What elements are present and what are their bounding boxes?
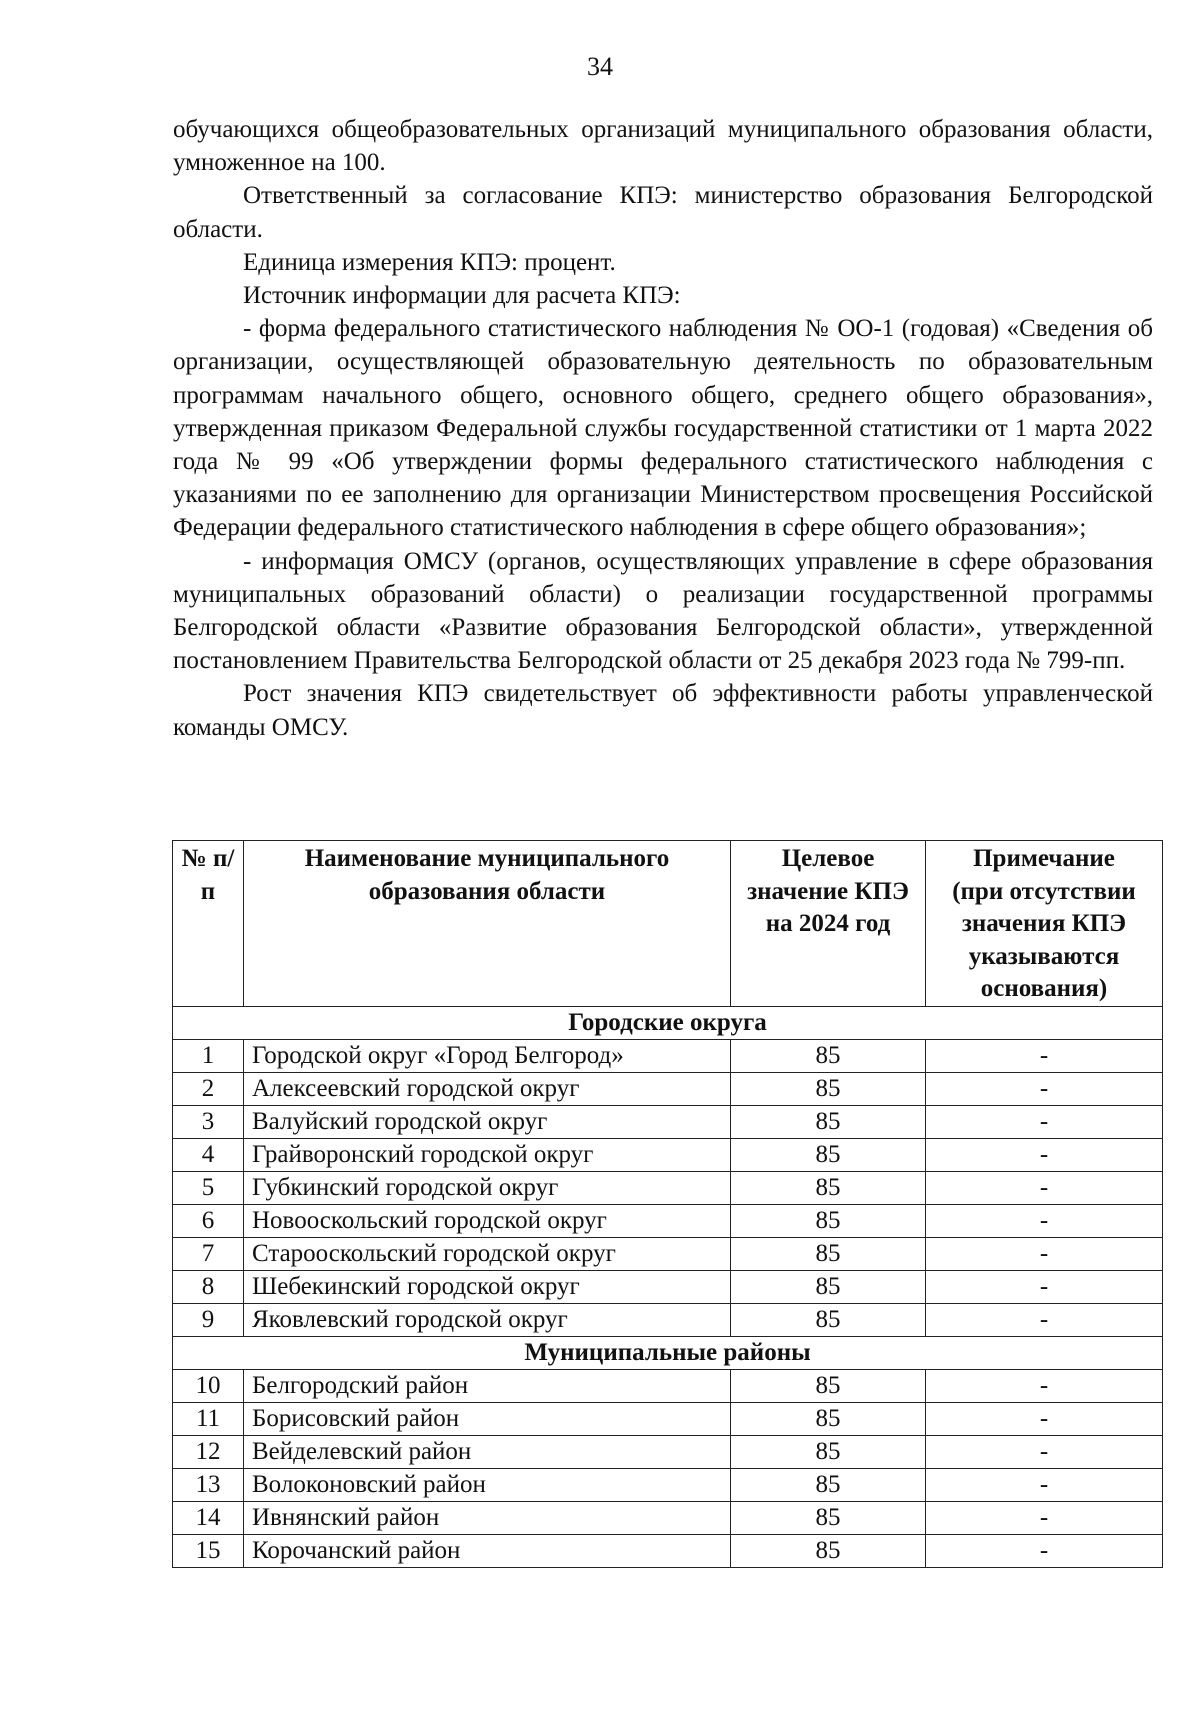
row-note: - xyxy=(926,1501,1163,1534)
table-row xyxy=(173,1270,1163,1303)
row-num: 3 xyxy=(173,1105,244,1138)
row-name: Алексеевский городской округ xyxy=(244,1072,731,1105)
row-name: Валуйский городской округ xyxy=(244,1105,731,1138)
row-name: Городской округ «Город Белгород» xyxy=(244,1039,731,1072)
row-name: Вейделевский район xyxy=(244,1435,731,1468)
section-row xyxy=(173,1336,1163,1369)
section-title: Городские округа xyxy=(173,1006,1163,1039)
row-name: Новооскольский городской округ xyxy=(244,1204,731,1237)
table-row xyxy=(173,1303,1163,1336)
row-note: - xyxy=(926,1402,1163,1435)
row-name: Белгородский район xyxy=(244,1369,731,1402)
row-target: 85 xyxy=(731,1138,926,1171)
paragraph: - форма федерального статистического наблюдения № ОО-1 (годовая) «Сведения об организации, осуществляющей образовательную деятельность по образовательным программам начального общего, основного общего, среднего общего образования», утвержденная приказом Федеральной службы государственной статистики от 1 марта 2022 года № 99 «Об утверждении формы федерального статистического наблюдения с указаниями по ее заполнению для организации Министерством просвещения Российской Федерации федерального статистического наблюдения в сфере общего образования»; xyxy=(173,315,1153,542)
row-name: Корочанский район xyxy=(244,1534,731,1567)
row-num: 1 xyxy=(173,1039,244,1072)
table-row xyxy=(173,1468,1163,1501)
table-row xyxy=(173,1204,1163,1237)
row-target: 85 xyxy=(731,1237,926,1270)
section-title: Муниципальные районы xyxy=(173,1336,1163,1369)
paragraph: Единица измерения КПЭ: процент. xyxy=(243,248,616,276)
row-note: - xyxy=(926,1204,1163,1237)
table-row xyxy=(173,1501,1163,1534)
row-num: 7 xyxy=(173,1237,244,1270)
row-note: - xyxy=(926,1369,1163,1402)
table-header-row xyxy=(173,841,1163,1007)
row-name: Губкинский городской округ xyxy=(244,1171,731,1204)
row-note: - xyxy=(926,1039,1163,1072)
table-row xyxy=(173,1534,1163,1567)
paragraph: Рост значения КПЭ свидетельствует об эффективности работы управленческой команды ОМСУ. xyxy=(173,680,1153,741)
paragraph: обучающихся общеобразовательных организаций муниципального образования области, умноженное на 100. xyxy=(173,116,1153,177)
body-text xyxy=(173,113,1153,744)
row-note: - xyxy=(926,1072,1163,1105)
row-name: Волоконовский район xyxy=(244,1468,731,1501)
table-row xyxy=(173,1435,1163,1468)
table-row xyxy=(173,1138,1163,1171)
section-row xyxy=(173,1006,1163,1039)
row-num: 2 xyxy=(173,1072,244,1105)
row-target: 85 xyxy=(731,1303,926,1336)
row-name: Ивнянский район xyxy=(244,1501,731,1534)
row-note: - xyxy=(926,1534,1163,1567)
row-target: 85 xyxy=(731,1369,926,1402)
row-target: 85 xyxy=(731,1171,926,1204)
page-number: 34 xyxy=(587,52,613,81)
row-name: Яковлевский городской округ xyxy=(244,1303,731,1336)
paragraph: Источник информации для расчета КПЭ: xyxy=(243,282,681,310)
table-row xyxy=(173,1072,1163,1105)
row-target: 85 xyxy=(731,1402,926,1435)
row-num: 12 xyxy=(173,1435,244,1468)
row-target: 85 xyxy=(731,1270,926,1303)
row-name: Шебекинский городской округ xyxy=(244,1270,731,1303)
row-target: 85 xyxy=(731,1204,926,1237)
row-target: 85 xyxy=(731,1501,926,1534)
row-num: 4 xyxy=(173,1138,244,1171)
header-num: № п/п xyxy=(173,841,244,1007)
row-num: 8 xyxy=(173,1270,244,1303)
row-num: 10 xyxy=(173,1369,244,1402)
table-row xyxy=(173,1402,1163,1435)
row-note: - xyxy=(926,1435,1163,1468)
row-target: 85 xyxy=(731,1039,926,1072)
row-num: 15 xyxy=(173,1534,244,1567)
table-row xyxy=(173,1039,1163,1072)
row-note: - xyxy=(926,1171,1163,1204)
paragraph: Ответственный за согласование КПЭ: министерство образования Белгородской области. xyxy=(173,182,1153,243)
row-target: 85 xyxy=(731,1435,926,1468)
row-num: 6 xyxy=(173,1204,244,1237)
row-target: 85 xyxy=(731,1468,926,1501)
table-row xyxy=(173,1369,1163,1402)
table-row xyxy=(173,1171,1163,1204)
header-target: Целевое значение КПЭ на 2024 год xyxy=(731,841,926,1007)
header-note-title: Примечание xyxy=(973,845,1115,872)
row-name: Старооскольский городской округ xyxy=(244,1237,731,1270)
row-note: - xyxy=(926,1138,1163,1171)
table-body xyxy=(173,1006,1163,1567)
row-num: 9 xyxy=(173,1303,244,1336)
row-note: - xyxy=(926,1237,1163,1270)
row-note: - xyxy=(926,1303,1163,1336)
header-note xyxy=(926,841,1163,1007)
row-name: Грайворонский городской округ xyxy=(244,1138,731,1171)
row-num: 11 xyxy=(173,1402,244,1435)
row-num: 14 xyxy=(173,1501,244,1534)
row-target: 85 xyxy=(731,1072,926,1105)
row-note: - xyxy=(926,1468,1163,1501)
row-target: 85 xyxy=(731,1534,926,1567)
row-target: 85 xyxy=(731,1105,926,1138)
header-note-subtitle: (при отсутствии значения КПЭ указываются основания) xyxy=(952,877,1136,1002)
table-row xyxy=(173,1237,1163,1270)
row-name: Борисовский район xyxy=(244,1402,731,1435)
row-note: - xyxy=(926,1105,1163,1138)
paragraph: - информация ОМСУ (органов, осуществляющих управление в сфере образования муниципальных образований области) о реализации государственной программы Белгородской области «Развитие образования Белгородской области», утвержденной постановлением Правительства Белгородской области от 25 декабря 2023 года № 799-пп. xyxy=(173,547,1153,675)
table-row xyxy=(173,1105,1163,1138)
header-name: Наименование муниципального образования области xyxy=(244,841,731,1007)
kpi-table xyxy=(172,840,1163,1568)
row-num: 5 xyxy=(173,1171,244,1204)
row-note: - xyxy=(926,1270,1163,1303)
row-num: 13 xyxy=(173,1468,244,1501)
